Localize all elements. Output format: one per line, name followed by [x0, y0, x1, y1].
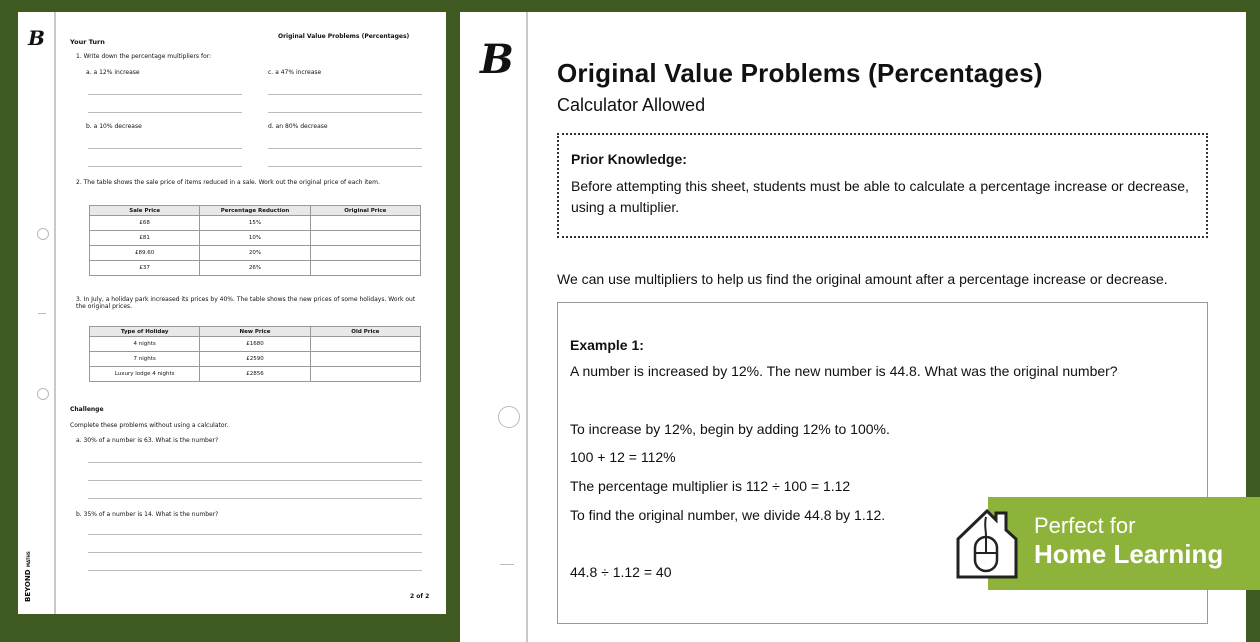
margin-mark	[38, 313, 46, 314]
question-1a: a. a 12% increase	[86, 69, 140, 76]
margin-mark	[500, 564, 514, 565]
table-row: £68 15%	[90, 216, 421, 231]
question-3: 3. In July, a holiday park increased its prices by 40%. The table shows the new prices of some holidays. Work out the original prices.	[76, 296, 416, 310]
margin-line	[526, 12, 528, 642]
example-step: 100 + 12 = 112%	[570, 449, 676, 465]
prior-text: Before attempting this sheet, students must be able to calculate a percentage increase or decrease, using a multiplier.	[571, 178, 1189, 215]
table-row: 7 nights £2590	[90, 352, 421, 367]
brand-vertical	[24, 551, 32, 602]
header-title: Original Value Problems (Percentages)	[278, 33, 410, 40]
page-subtitle: Calculator Allowed	[557, 95, 706, 115]
example-step: The percentage multiplier is 112 ÷ 100 = 1.12	[570, 478, 851, 494]
challenge-intro: Complete these problems without using a calculator.	[70, 422, 229, 429]
question-1c: c. a 47% increase	[268, 69, 322, 76]
question-1: 1. Write down the percentage multipliers for:	[76, 53, 212, 60]
logo: B	[28, 26, 45, 50]
table-row: £37 26%	[90, 261, 421, 276]
badge-line2: Home Learning	[1034, 539, 1224, 569]
logo: B	[480, 36, 514, 83]
home-learning-badge	[988, 497, 1260, 590]
example-step: To find the original number, we divide 44.8 by 1.12.	[570, 507, 886, 523]
challenge-a: a. 30% of a number is 63. What is the number?	[76, 437, 219, 444]
section-heading: Your Turn	[70, 38, 105, 46]
example-question: A number is increased by 12%. The new number is 44.8. What was the original number?	[570, 363, 1118, 379]
question-2: 2. The table shows the sale price of items reduced in a sale. Work out the original price of each item.	[76, 179, 380, 186]
challenge-b: b. 35% of a number is 14. What is the number?	[76, 511, 219, 518]
punch-hole	[498, 406, 520, 428]
table-row: £81 10%	[90, 231, 421, 246]
holiday-table: Type of Holiday New Price Old Price 4 nights £1680 7 nights £2590 Luxury lodge 4 nights £2856	[89, 326, 421, 382]
question-1b: b. a 10% decrease	[86, 123, 142, 130]
worksheet-page-2	[18, 12, 446, 614]
table-row: 4 nights £1680	[90, 337, 421, 352]
page-title: Original Value Problems (Percentages)	[557, 58, 1043, 88]
prior-heading: Prior Knowledge:	[571, 151, 687, 167]
challenge-heading: Challenge	[70, 406, 104, 413]
table-row: Luxury lodge 4 nights £2856	[90, 367, 421, 382]
brand-sub: MATHS	[26, 551, 31, 567]
punch-hole	[37, 388, 49, 400]
punch-hole	[37, 228, 49, 240]
brand: BEYOND	[24, 569, 32, 602]
house-mouse-icon	[954, 505, 1024, 581]
prior-knowledge-box	[557, 133, 1208, 238]
example-heading: Example 1:	[570, 337, 644, 353]
question-1d: d. an 80% decrease	[268, 123, 328, 130]
table-row: £89.60 20%	[90, 246, 421, 261]
badge-line1: Perfect for	[1034, 513, 1136, 538]
example-answer: 44.8 ÷ 1.12 = 40	[570, 564, 672, 580]
example-step: To increase by 12%, begin by adding 12% to 100%.	[570, 421, 890, 437]
page-number: 2 of 2	[410, 593, 430, 600]
intro-text: We can use multipliers to help us find the original amount after a percentage increase or decrease.	[557, 271, 1168, 287]
sale-price-table: Sale Price Percentage Reduction Original Price £68 15% £81 10% £89.60 20% £37 26%	[89, 205, 421, 276]
margin-line	[54, 12, 56, 614]
